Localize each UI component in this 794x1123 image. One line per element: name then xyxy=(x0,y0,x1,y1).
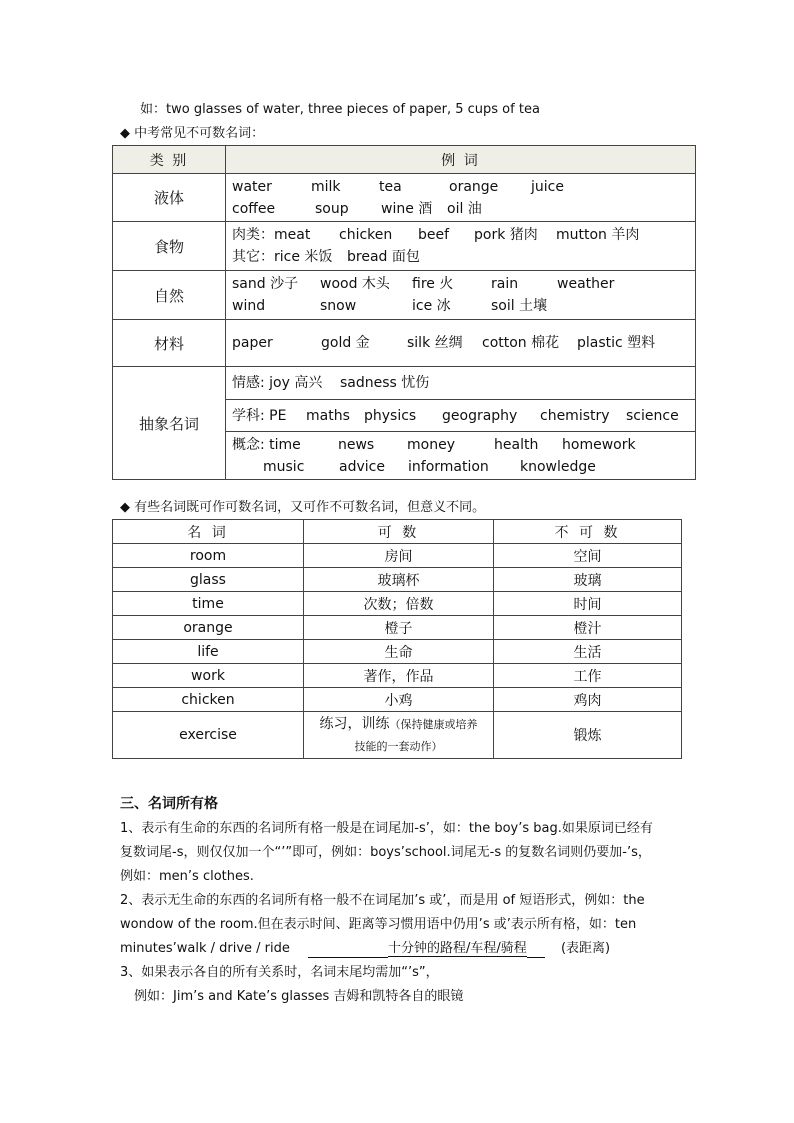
examples-cell: 肉类：meat chicken beef pork 猪肉 mutton 羊肉 其它：rice 米饭 bread 面包 xyxy=(226,222,696,271)
uncountable-cell: 工作 xyxy=(494,664,682,688)
table-row xyxy=(113,271,696,320)
noun-cell: work xyxy=(113,664,304,688)
table-row xyxy=(113,688,682,712)
countable-cell: 生命 xyxy=(304,640,494,664)
bullet-dual-nouns-heading: ◆ 有些名词既可作可数名词，又可作不可数名词，但意义不同。 xyxy=(120,500,486,515)
uncountable-cell: 空间 xyxy=(494,544,682,568)
header-examples: 例 词 xyxy=(226,146,696,174)
intro-example: 如：two glasses of water, three pieces of paper, 5 cups of tea xyxy=(140,102,540,117)
countable-cell: 小鸡 xyxy=(304,688,494,712)
paragraph-line: 2、表示无生命的东西的名词所有格一般不在词尾加’s 或’，而是用 of 短语形式，例如：the xyxy=(120,893,645,908)
paragraph-line: wondow of the room.但在表示时间、距离等习惯用语中仍用’s 或’表示所有格，如：ten xyxy=(120,917,637,932)
table-row xyxy=(113,222,696,271)
uncountable-cell: 橙汁 xyxy=(494,616,682,640)
section-title: 三、名词所有格 xyxy=(120,796,218,812)
header-countable: 可 数 xyxy=(304,520,494,544)
countable-cell: 次数；倍数 xyxy=(304,592,494,616)
table-row xyxy=(113,174,696,222)
bullet-uncountable-heading: ◆ 中考常见不可数名词： xyxy=(120,126,265,141)
paragraph-line: 例如：Jim’s and Kate’s glasses 吉姆和凯特各自的眼镜 xyxy=(134,989,464,1004)
blank-answer: 十分钟的路程/车程/骑程 xyxy=(388,941,527,956)
countable-cell: 房间 xyxy=(304,544,494,568)
paragraph-line: 例如：men’s clothes. xyxy=(120,869,254,884)
countable-cell: 玻璃杯 xyxy=(304,568,494,592)
paragraph-line: minutes’walk / drive / ride 十分钟的路程/车程/骑程 (表距离) xyxy=(120,941,611,956)
countable-cell: 著作，作品 xyxy=(304,664,494,688)
paragraph-line: 1、表示有生命的东西的名词所有格一般是在词尾加-s’，如：the boy’s bag.如果原词已经有 xyxy=(120,821,653,836)
examples-cell: water milk tea orange juice coffee soup wine 酒 oil 油 xyxy=(226,174,696,222)
table-row xyxy=(113,640,682,664)
dual-meaning-nouns-table xyxy=(112,519,682,759)
table-row xyxy=(113,592,682,616)
category-cell: 液体 xyxy=(113,174,226,222)
noun-cell: time xyxy=(113,592,304,616)
table-row xyxy=(113,712,682,759)
header-noun: 名 词 xyxy=(113,520,304,544)
examples-cell: 概念: time news money health homework music advice information knowledge xyxy=(226,432,696,480)
category-cell: 自然 xyxy=(113,271,226,320)
table-row xyxy=(113,544,682,568)
noun-cell: exercise xyxy=(113,712,304,759)
uncountable-cell: 生活 xyxy=(494,640,682,664)
table-row xyxy=(113,664,682,688)
table-row xyxy=(113,568,682,592)
uncountable-cell: 时间 xyxy=(494,592,682,616)
category-cell: 抽象名词 xyxy=(113,367,226,480)
category-cell: 材料 xyxy=(113,320,226,367)
uncountable-nouns-table xyxy=(112,145,696,480)
category-cell: 食物 xyxy=(113,222,226,271)
header-category: 类 别 xyxy=(113,146,226,174)
examples-cell: sand 沙子 wood 木头 fire 火 rain weather wind snow ice 冰 soil 土壤 xyxy=(226,271,696,320)
uncountable-cell: 锻炼 xyxy=(494,712,682,759)
table-row xyxy=(113,616,682,640)
uncountable-cell: 鸡肉 xyxy=(494,688,682,712)
noun-cell: room xyxy=(113,544,304,568)
table-row xyxy=(113,367,696,400)
examples-cell: 情感: joy 高兴 sadness 忧伤 xyxy=(226,367,696,400)
noun-cell: chicken xyxy=(113,688,304,712)
noun-cell: life xyxy=(113,640,304,664)
countable-cell: 练习，训练（保持健康或培养 技能的一套动作） xyxy=(304,712,494,759)
header-uncountable: 不 可 数 xyxy=(494,520,682,544)
examples-cell: 学科: PE maths physics geography chemistry science xyxy=(226,400,696,432)
paragraph-line: 3、如果表示各自的所有关系时，名词末尾均需加“’s”， xyxy=(120,965,439,980)
noun-cell: orange xyxy=(113,616,304,640)
table-row xyxy=(113,320,696,367)
examples-cell: paper gold 金 silk 丝绸 cotton 棉花 plastic 塑料 xyxy=(226,320,696,367)
uncountable-cell: 玻璃 xyxy=(494,568,682,592)
paragraph-line: 复数词尾-s，则仅仅加一个“’”即可，例如：boys’school.词尾无-s 的复数名词则仍要加-’s， xyxy=(120,845,651,860)
noun-cell: glass xyxy=(113,568,304,592)
countable-cell: 橙子 xyxy=(304,616,494,640)
